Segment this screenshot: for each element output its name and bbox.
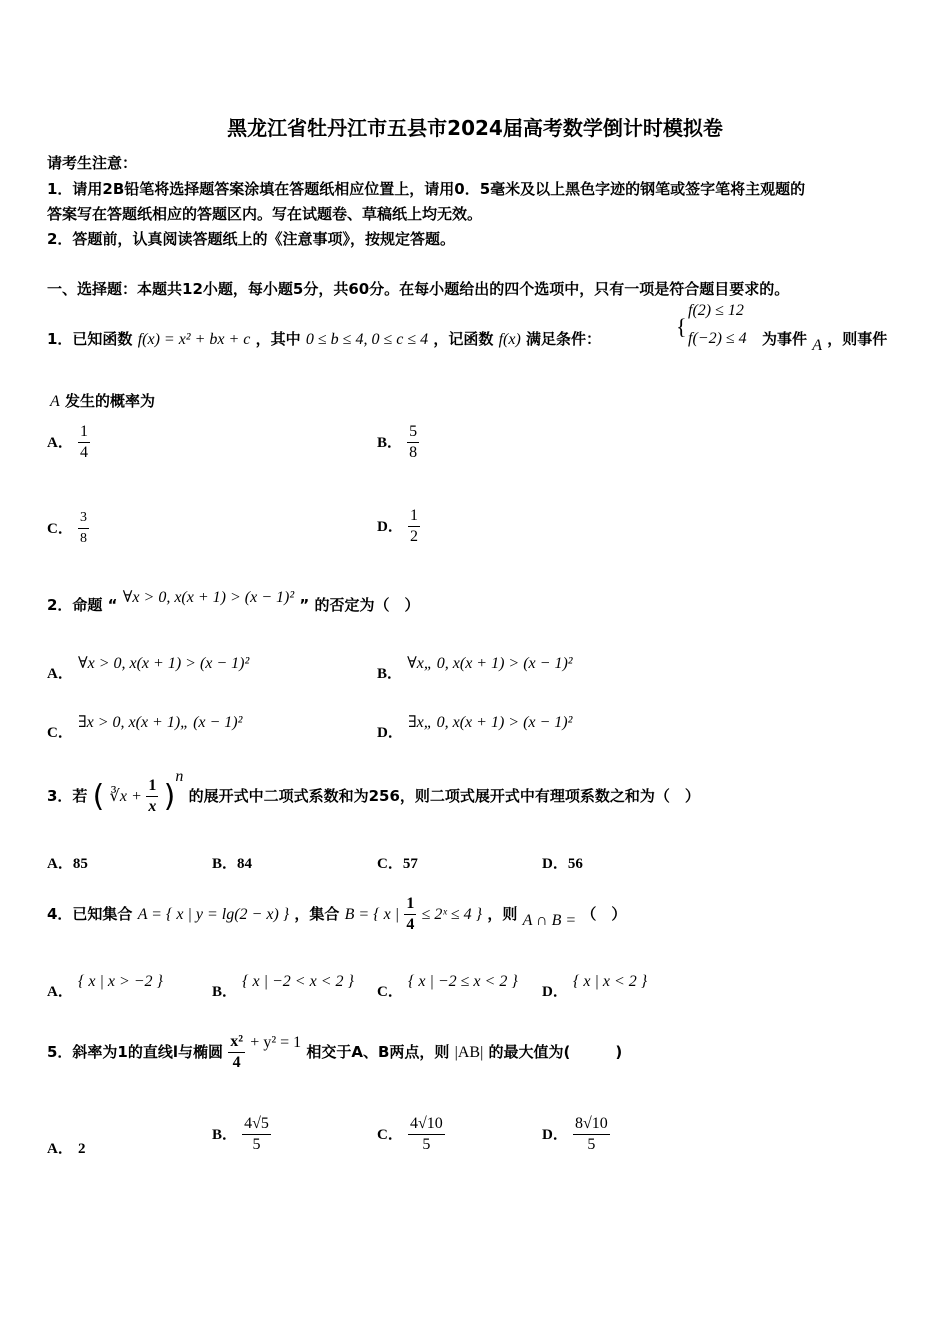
q1-event-2: A [50, 393, 60, 410]
option-label: B． [377, 666, 403, 682]
q2-text-1: 2．命题 [47, 596, 103, 614]
page-title: 黑龙江省牡丹江市五县市2024届高考数学倒计时模拟卷 [227, 116, 723, 140]
q1-stem-end [762, 328, 888, 354]
option-expression: ∀x„ 0, x(x + 1) > (x − 1)² [407, 655, 573, 672]
q1-text-2: ，其中 [255, 330, 301, 348]
q4-set-b-end: ≤ 2ˣ ≤ 4 } [421, 906, 483, 923]
q2-left-quote: “ [107, 596, 118, 614]
question-2-stem [47, 589, 420, 615]
notice-heading: 请考生注意： [47, 154, 138, 172]
q5-option-c[interactable] [377, 1114, 445, 1155]
q2-option-d[interactable] [377, 711, 573, 741]
notice-line-1: 1．请用2B铅笔将选择题答案涂填在答题纸相应位置上，请用0．5毫米及以上黑色字迹的钢笔或签字笔将主观题的 [47, 180, 806, 198]
option-label: B． [212, 1127, 238, 1143]
option-expression: ∃x > 0, x(x + 1)„ (x − 1)² [77, 714, 243, 731]
q4-option-a[interactable] [47, 970, 163, 1000]
q4-option-c[interactable] [377, 970, 518, 1000]
option-label: D． [542, 984, 568, 1000]
option-label: A． [47, 435, 73, 451]
q5-ellipse-rest: + y² = 1 [250, 1034, 302, 1051]
q1-event: A [812, 337, 823, 354]
q1-text-6: ，则事件 [827, 330, 888, 348]
question-4-stem [47, 894, 626, 935]
q2-proposition: ∀x > 0, x(x + 1) > (x − 1)² [122, 589, 295, 606]
q4-text-2: ，集合 [294, 905, 340, 923]
q4-intersection: A ∩ B = [522, 912, 577, 929]
q1-text-4: 满足条件： [526, 330, 602, 348]
q2-option-c[interactable] [47, 711, 243, 741]
q1-text-7: 发生的概率为 [65, 392, 156, 410]
option-label: A． [47, 984, 73, 1000]
option-label: C． [47, 521, 73, 537]
q1-option-b[interactable] [377, 422, 419, 463]
option-expression: { x | x > −2 } [77, 973, 163, 990]
q5-option-a[interactable] [47, 1137, 85, 1158]
q1-text-1: 1．已知函数 [47, 330, 133, 348]
question-1-stem [47, 328, 601, 349]
q5-text-2: 相交于A、B两点，则 [306, 1043, 450, 1061]
q4-option-b[interactable] [212, 970, 354, 1000]
q1-text-3: ，记函数 [433, 330, 494, 348]
q2-option-a[interactable] [47, 652, 250, 682]
q5-option-b[interactable] [212, 1114, 271, 1155]
q4-text-4: （ ） [581, 905, 627, 923]
q3-option-d[interactable]: D．56 [542, 856, 583, 872]
option-label: C． [377, 1127, 403, 1143]
q5-text-3: 的最大值为( ) [488, 1043, 623, 1061]
q1-stem-line-2 [50, 390, 155, 411]
question-5-stem [47, 1032, 622, 1073]
q1-option-d[interactable] [377, 506, 420, 547]
option-fraction: $\frac{8√10}{5}$ [574, 1115, 608, 1153]
notice-line-3: 2．答题前，认真阅读答题纸上的《注意事项》，按规定答题。 [47, 230, 455, 248]
option-fraction: $\frac{4√10}{5}$ [409, 1115, 443, 1153]
q3-exponent: n [175, 768, 184, 785]
q1-option-c[interactable] [47, 508, 89, 549]
q3-text-2: 的展开式中二项式系数和为256，则二项式展开式中有理项系数之和为（ ） [188, 787, 700, 805]
q2-text-2: 的否定为（ ） [314, 596, 420, 614]
q4-text-1: 4．已知集合 [47, 905, 133, 923]
q1-text-5: 为事件 [762, 330, 808, 348]
q1-brace: { [676, 314, 687, 339]
q1-fx: f(x) [498, 331, 521, 348]
option-expression: { x | −2 < x < 2 } [242, 973, 354, 990]
option-fraction: $\frac{1}{4}$ [79, 423, 88, 461]
q3-option-a[interactable]: A．85 [47, 856, 88, 872]
option-label: D． [542, 1127, 568, 1143]
option-fraction: $\frac{4√5}{5}$ [244, 1115, 269, 1153]
q4-option-d[interactable] [542, 970, 648, 1000]
option-expression: ∀x > 0, x(x + 1) > (x − 1)² [77, 655, 250, 672]
q5-text-1: 5．斜率为1的直线l与椭圆 [47, 1043, 224, 1061]
q2-right-quote: ” [299, 596, 310, 614]
q3-left-paren: ( [92, 779, 105, 814]
q3-text-1: 3．若 [47, 787, 88, 805]
notice-line-2: 答案写在答题纸相应的答题区内。写在试题卷、草稿纸上均无效。 [47, 205, 483, 223]
option-label: D． [377, 519, 403, 535]
q1-system-line-1: f(2) ≤ 12 [688, 302, 744, 319]
option-expression: { x | −2 ≤ x < 2 } [407, 973, 518, 990]
q3-right-paren: ) [163, 779, 176, 814]
q5-option-d[interactable] [542, 1114, 610, 1155]
q2-option-b[interactable] [377, 652, 573, 682]
q5-ab: |AB| [454, 1044, 484, 1061]
q3-root: ∛x [109, 788, 127, 805]
q4-set-b-start: B = { x | [344, 906, 400, 923]
q1-option-a[interactable] [47, 422, 90, 463]
option-label: C． [47, 725, 73, 741]
q3-fraction: $\frac{1}{x}$ [148, 777, 157, 815]
option-fraction: $\frac{5}{8}$ [409, 423, 418, 461]
q1-system-line-2: f(−2) ≤ 4 [688, 330, 747, 347]
option-expression: ∃x„ 0, x(x + 1) > (x − 1)² [407, 714, 573, 731]
option-expression: { x | x < 2 } [572, 973, 648, 990]
option-label: A． [47, 1141, 73, 1157]
option-fraction: $\frac{1}{2}$ [409, 507, 418, 545]
section-heading: 一、选择题：本题共12小题，每小题5分，共60分。在每小题给出的四个选项中，只有一项是符合题目要求的。 [47, 280, 790, 298]
option-value: 2 [77, 1141, 86, 1157]
question-3-stem [47, 768, 700, 817]
q1-function: f(x) = x² + bx + c [137, 331, 251, 348]
option-label: B． [377, 435, 403, 451]
option-label: A． [47, 666, 73, 682]
option-label: C． [377, 984, 403, 1000]
q3-plus: + [132, 788, 142, 805]
q5-ellipse-fraction: $\frac{\text{x²}}{4}$ [230, 1033, 244, 1071]
q1-condition: 0 ≤ b ≤ 4, 0 ≤ c ≤ 4 [305, 331, 429, 348]
q4-set-b-fraction: $\frac{1}{4}$ [406, 895, 415, 933]
option-fraction: $\frac{3}{8}$ [79, 510, 87, 546]
q4-text-3: ，则 [487, 905, 518, 923]
option-label: B． [212, 984, 238, 1000]
option-label: D． [377, 725, 403, 741]
q3-option-b[interactable]: B．84 [212, 856, 253, 872]
q3-option-c[interactable]: C．57 [377, 856, 418, 872]
q4-set-a: A = { x | y = lg(2 − x) } [137, 906, 290, 923]
